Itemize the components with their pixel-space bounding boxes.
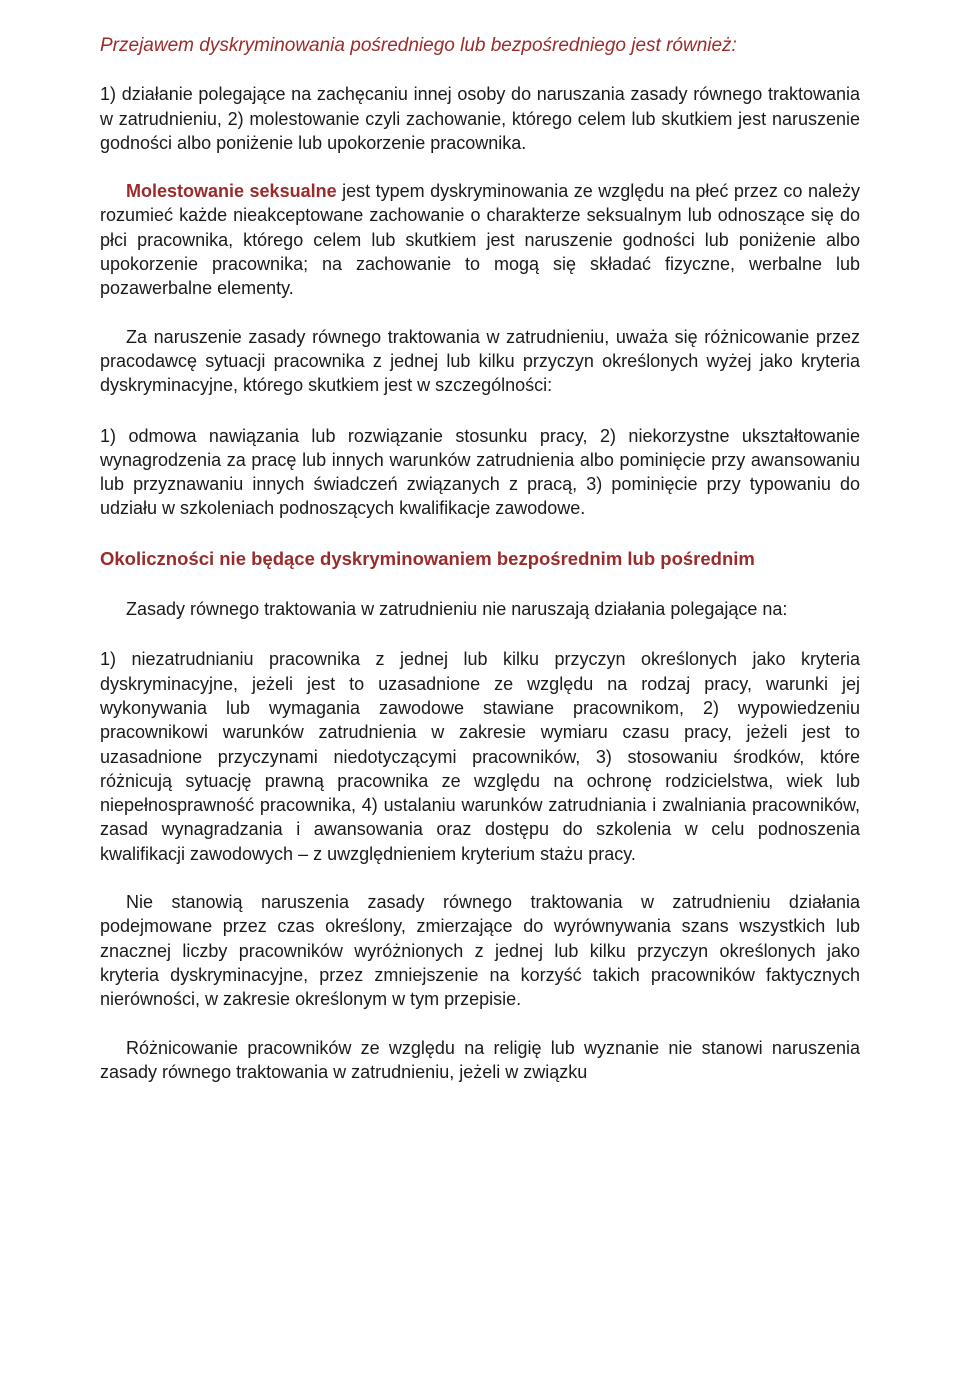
document-page: [100, 34, 860, 1084]
paragraph-religion-differentiation: Różnicowanie pracowników ze względu na religię lub wyznanie nie stanowi naruszenia zasady równego traktowania w zatrudnieniu, jeżeli w związku: [100, 1037, 860, 1082]
paragraph-sexual-harassment: [100, 179, 860, 300]
paragraph-violation-intro: Za naruszenie zasady równego traktowania w zatrudnieniu, uważa się różnicowanie przez pracodawcę sytuacji pracownika z jednej lub kilku przyczyn określonych wyżej jako kryteria dyskryminacyjne, którego skutkiem jest w szczególności:: [100, 326, 860, 396]
paragraph-equalizing-measures: Nie stanowią naruszenia zasady równego traktowania w zatrudnieniu działania podejmowane przez czas określony, zmierzające do wyrównywania szans wszystkich lub znacznej liczby pracowników wyróżnionych z jednej lub kilku przyczyn określonych jako kryteria dyskryminacyjne, przez zmniejszenie na korzyść takich pracowników faktycznych nierówności, w zakresie określonym w tym przepisie.: [100, 892, 860, 1010]
paragraph-exceptions-intro: Zasady równego traktowania w zatrudnieniu nie naruszają działania polegające na:: [126, 599, 788, 620]
list-exceptions: 1) niezatrudnianiu pracownika z jednej lub kilku przyczyn określonych jako kryteria dyskryminacyjne, jeżeli jest to uzasadnione ze względu na rodzaj pracy, warunki jej wykonywania lub wymagania zawodowe stawiane pracownikom, 2) wypowiedzeniu pracownikowi warunków zatrudnienia w zakresie wymiaru czasu pracy, jeżeli jest to uzasadnione przyczynami niedotyczącymi pracowników, 3) stosowaniu środków, które różnicują sytuację prawną pracownika ze względu na ochronę rodzicielstwa, wiek lub niepełnosprawność pracownika, 4) ustalaniu warunków zatrudniania i zwalniania pracowników, zasad wynagradzania i awansowania oraz dostępu do szkolenia w celu podnoszenia kwalifikacji zawodowych – z uwzględnieniem kryterium stażu pracy.: [100, 649, 860, 864]
paragraph-incitement-harassment: 1) działanie polegające na zachęcaniu innej osoby do naruszania zasady równego traktowania w zatrudnieniu, 2) molestowanie czyli zachowanie, którego celem lub skutkiem jest naruszenie godności albo poniżenie lub upokorzenie pracownika.: [100, 84, 860, 153]
list-violation-effects: 1) odmowa nawiązania lub rozwiązanie stosunku pracy, 2) niekorzystne ukształtowanie wynagrodzenia za pracę lub innych warunków zatrudnienia albo pominięcie przy awansowaniu lub przyznawaniu innych świadczeń związanych z pracą, 3) pominięcie przy typowaniu do udziału w szkoleniach podnoszących kwalifikacje zawodowe.: [100, 425, 860, 519]
section-heading-exceptions: Okoliczności nie będące dyskryminowaniem bezpośrednim lub pośrednim: [100, 547, 755, 569]
paragraph-sexual-harassment-text: jest typem dyskryminowania ze względu na płeć przez co należy rozumieć każde nieakceptowane zachowanie o charakterze seksualnym lub odnoszące się do płci pracownika, którego celem lub skutkiem jest naruszenie godności lub poniżenie albo upokorzenie pracownika; na zachowanie to mogą się składać fizyczne, werbalne lub pozawerbalne elementy.: [100, 181, 860, 299]
term-sexual-harassment: Molestowanie seksualne: [126, 181, 337, 202]
section-heading-forms-of-discrimination: Przejawem dyskryminowania pośredniego lub bezpośredniego jest również:: [100, 35, 737, 56]
